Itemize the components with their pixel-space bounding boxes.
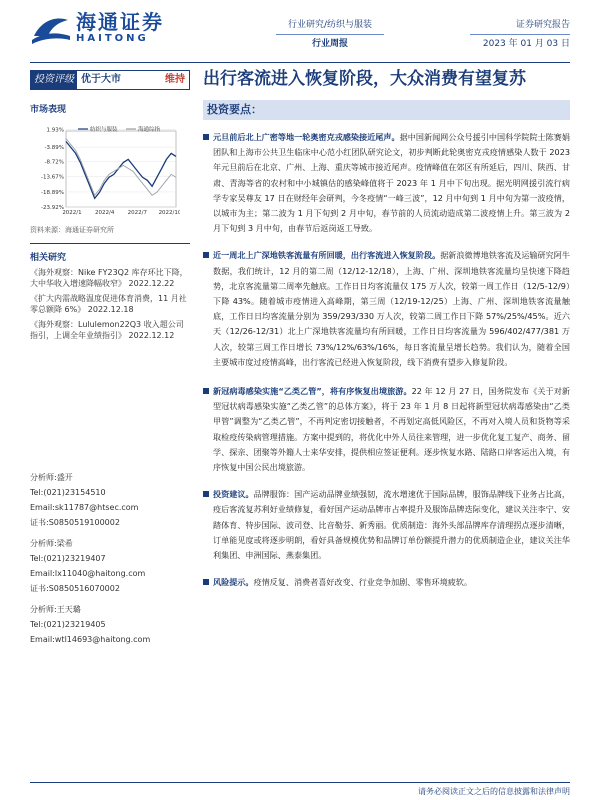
series-line-textile xyxy=(66,142,176,199)
key-point-body: 据新浪微博地铁客流及运输研究阿牛数据，我们统计，12 月的第二周（12/12-12/18），上海、广州、深圳地铁客流量均呈快速下降趋势，北京客流量第二周率先触底。工作日日均客流量仅 175 万人次，较第一周工作日（12/5-12/9）下降 43%。随着城市疫情进入高峰期，第三周（12/19-12/25）上海、广州、深圳地铁客流量触底，工作日日均客流量分别为 359/293/330 万人次，较第二周工作日下降 57%/25%/45%。近六天（12/26-12/31）北上广深地铁客流量均有所回暖，工作日日均客流量为 596/402/477/381 万人次，较第三周工作日增长 73%/12%/63%/16%，每日客流量呈增长趋势。我们认为，随着全国主要城市度过疫情高峰，出行客流已经进入恢复阶段，线下消费有望步入修复阶段。 xyxy=(213,250,570,367)
header-divider xyxy=(30,62,570,63)
related-item-text: 《海外观察：Lululemon22Q3 收入超公司指引，上调全年业绩指引》 xyxy=(30,320,184,340)
page-header xyxy=(0,0,600,60)
rating-status: 维持 xyxy=(165,74,185,85)
chart-source: 资料来源：海通证券研究所 xyxy=(30,226,114,234)
analyst-card xyxy=(30,536,190,596)
related-item-date: 2022.12.12 xyxy=(128,331,175,340)
x-tick-label: 2022/4 xyxy=(94,210,115,216)
key-point-paragraph xyxy=(203,248,570,370)
company-logo xyxy=(30,10,164,46)
analyst-email[interactable]: Email:lx11040@haitong.com xyxy=(30,569,146,578)
footer-disclaimer: 请务必阅读正文之后的信息披露和法律声明 xyxy=(418,787,570,796)
analyst-cert: 证书:S0850519100002 xyxy=(30,518,120,527)
analyst-card xyxy=(30,470,190,530)
x-tick-label: 2022/1 xyxy=(62,210,82,216)
key-points-heading: 投资要点： xyxy=(203,100,570,120)
key-point-paragraph xyxy=(203,487,570,563)
key-point-paragraph xyxy=(203,130,570,236)
market-chart xyxy=(30,121,180,221)
analyst-card xyxy=(30,602,190,647)
y-tick-label: -18.89% xyxy=(41,189,64,196)
related-item[interactable] xyxy=(30,293,190,315)
chart-divider xyxy=(30,243,190,244)
square-bullet-icon xyxy=(203,252,209,258)
analyst-tel: Tel:(021)23219405 xyxy=(30,620,106,629)
related-item-date: 2022.12.18 xyxy=(87,305,134,314)
key-point-body: 22 年 12 月 27 日，国务院发布《关于对新型冠状病毒感染实施“乙类乙管”的总体方案》，将于 23 年 1 月 8 日起将新型冠状病毒感染由“乙类甲管”调整为“乙类乙管”，不再判定密切接触者，不再划定高低风险区，不再对入境人员和货物等采取检疫传染病管理措施。方案中提到的，将优化中外人员往来管理，进一步优化复工复产、商务、留学、探亲、团聚等外籍人士来华安排，提供相应签证便利。逐步恢复水路、陆路口岸客运出入境，有序恢复中国公民出境旅游。 xyxy=(213,386,570,473)
related-item-date: 2022.12.22 xyxy=(128,279,175,288)
report-category-block xyxy=(270,18,390,51)
key-point-lead: 元旦前后北上广密等地一轮奥密克戎感染接近尾声。 xyxy=(213,132,400,142)
y-tick-label: -23.92% xyxy=(41,205,64,211)
x-tick-label: 2022/7 xyxy=(127,210,148,216)
square-bullet-icon xyxy=(203,134,209,140)
market-chart-svg xyxy=(30,121,180,221)
related-item[interactable] xyxy=(30,319,190,341)
left-sidebar xyxy=(30,70,190,341)
key-point-body: 疫情反复、消费者喜好改变、行业竞争加剧、零售环境疲软。 xyxy=(253,577,473,588)
logo-english-name: HAITONG xyxy=(76,33,149,44)
square-bullet-icon xyxy=(203,491,209,497)
key-point-body: 据中国新闻网公众号援引中国科学院院士陈赛娟团队和上海市公共卫生临床中心范小红团队研究论文，初步判断此轮奥密克戎疫情感染人数于 2023 年元旦前后在北京、广州、上海、重庆等城市接近尾声。疫情峰值在郊区有所延后，四川、陕西、甘肃、青海等省的农村和中小城镇估的感染峰值将于 2023 年 1 月中下旬出现。据光明网援引流行病学专家吴尊友 17 日在财经年会研判，今冬疫情“一峰三波”，12 月中旬到 1 月中旬为第一波疫情，以城市为主；第二波为 1 月下旬到 2 月中旬，春节前的人员流动造成第二波疫情上升。第三波为 2 月下旬到 3 月中旬，由春节后返岗返工导致。 xyxy=(213,132,570,234)
related-item-text: 《扩大内需战略温度促进体育消费，11 月社零总额降 6%》 xyxy=(30,294,187,314)
investment-rating xyxy=(30,70,190,90)
analyst-cert: 证书:S0850516070002 xyxy=(30,584,120,593)
key-point-lead: 新冠病毒感染实施“乙类乙管”，将有序恢复出境旅游。 xyxy=(213,386,412,397)
y-tick-label: -8.72% xyxy=(44,159,64,166)
logo-chinese-name: 海通证券 xyxy=(76,10,164,34)
report-title: 出行客流进入恢复阶段，大众消费有望复苏 xyxy=(203,69,526,89)
rating-label: 投资评级 xyxy=(31,71,77,89)
legend-label: 纺织与服装 xyxy=(90,127,118,133)
square-bullet-icon xyxy=(203,388,209,394)
rating-value: 优于大市 xyxy=(81,74,121,85)
report-label: 证券研究报告 xyxy=(515,20,570,30)
square-bullet-icon xyxy=(203,579,209,585)
y-tick-label: -3.89% xyxy=(44,145,64,152)
analyst-name: 分析师:王天璐 xyxy=(30,605,81,614)
analyst-name: 分析师:盛开 xyxy=(30,473,73,482)
analyst-name: 分析师:梁希 xyxy=(30,539,73,548)
key-point-lead: 风险提示。 xyxy=(213,577,254,588)
legend-label: 海通综指 xyxy=(138,127,161,133)
analyst-tel: Tel:(021)23154510 xyxy=(30,488,106,497)
analyst-list xyxy=(30,470,190,653)
key-point-lead: 近一周北上广深地铁客流量有所回暖，出行客流进入恢复阶段。 xyxy=(213,250,441,261)
market-performance-title: 市场表现 xyxy=(30,105,67,115)
related-item[interactable] xyxy=(30,267,190,289)
y-tick-label: 1.93% xyxy=(46,127,64,134)
haitong-logo-icon xyxy=(30,10,72,46)
report-meta-block xyxy=(470,18,570,51)
report-type: 行业周报 xyxy=(311,39,348,49)
analyst-email[interactable]: Email:wtl14693@haitong.com xyxy=(30,635,151,644)
key-point-paragraph xyxy=(203,384,570,475)
key-point-paragraph xyxy=(203,575,570,590)
key-point-lead: 投资建议。 xyxy=(213,489,254,500)
related-research-title: 相关研究 xyxy=(30,253,67,263)
main-content xyxy=(203,66,570,590)
analyst-tel: Tel:(021)23219407 xyxy=(30,554,106,563)
report-date: 2023 年 01 月 03 日 xyxy=(482,39,570,49)
footer-divider xyxy=(30,782,570,783)
y-tick-label: -13.67% xyxy=(41,174,64,181)
report-category: 行业研究/纺织与服装 xyxy=(287,20,373,30)
analyst-email[interactable]: Email:sk11787@htsec.com xyxy=(30,503,139,512)
key-point-body: 品牌服饰：国产运动品牌业绩强韧，流水增速优于国际品牌，服饰品牌线下业务占比高，疫后客流复苏利好业绩修复，看好国产运动品牌市占率提升及服饰品牌迭际变化，建议关注李宁、安踏体育、特步国际、波司登、比音勒芬、新秀丽。优质制造：海外头部品牌库存清理拐点逐步清晰，订单能见度或将逐步明朗，看好具备规模优势和品牌订单份额提升潜力的优质制造企业，建议关注华利集团、申洲国际、燕泰集团。 xyxy=(213,489,570,561)
x-tick-label: 2022/10 xyxy=(158,210,180,216)
related-item-text: 《海外观察：Nike FY23Q2 库存环比下降，大中华收入增速降幅收窄》 xyxy=(30,268,188,288)
